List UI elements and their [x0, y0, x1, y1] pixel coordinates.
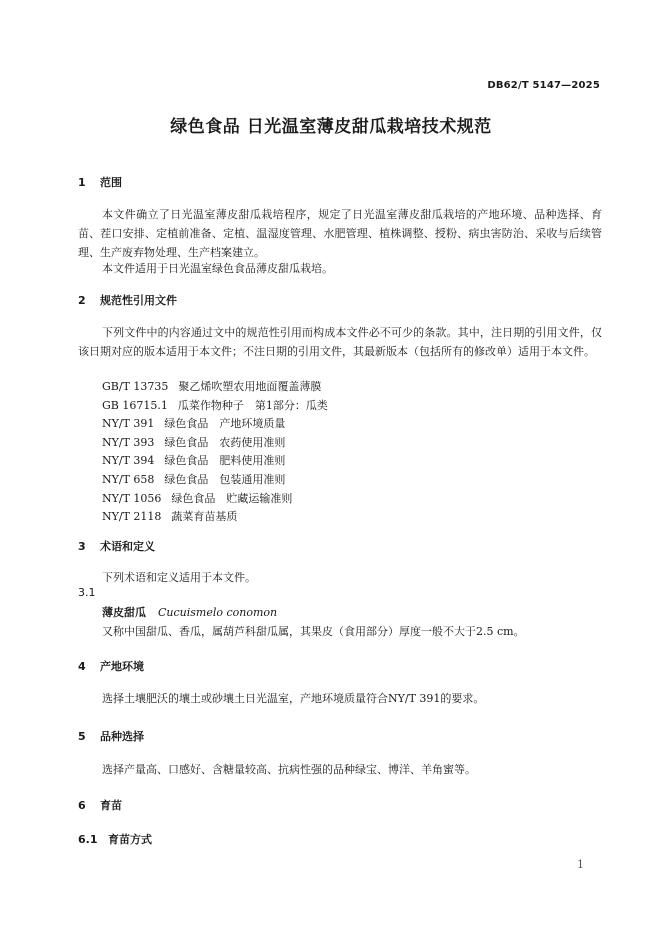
term-definition: 又称中国甜瓜、香瓜，属葫芦科甜瓜属，其果皮（食用部分）厚度一般不大于2.5 cm。 [102, 625, 525, 638]
terms-intro: 下列术语和定义适用于本文件。 [102, 571, 256, 584]
references-intro: 下列文件中的内容通过文中的规范性引用而构成本文件必不可少的条款。其中，注日期的引用文件，仅该日期对应的版本适用于本文件；不注日期的引用文件，其最新版本（包括所有的修改单）适用于本文件。 [78, 326, 602, 358]
section-number: 6 [78, 799, 86, 812]
section-number: 3 [78, 540, 86, 553]
section-heading-5 [78, 728, 144, 744]
section-heading-2 [78, 292, 177, 308]
reference-code: NY/T 391 [102, 417, 155, 431]
reference-code: GB 16715.1 [102, 398, 168, 412]
reference-item [102, 508, 328, 527]
reference-code: GB/T 13735 [102, 380, 169, 393]
section-heading-1 [78, 174, 122, 190]
term-number: 3.1 [78, 586, 96, 599]
scope-paragraph-1: 本文件确立了日光温室薄皮甜瓜栽培程序，规定了日光温室薄皮甜瓜栽培的产地环境、品种选择、育苗、茬口安排、定植前准备、定植、温湿度管理、水肥管理、植株调整、授粉、病虫害防治、采收与后续管理、生产废弃物处理、生产档案建立。 [78, 208, 602, 259]
term-latin-name: Cucuismelo conomon [158, 606, 278, 619]
reference-item [102, 471, 328, 490]
reference-code: NY/T 1056 [102, 491, 162, 505]
reference-item [102, 452, 328, 471]
section-title: 品种选择 [100, 730, 144, 743]
reference-title: 绿色食品 产地环境质量 [164, 417, 286, 431]
reference-code: NY/T 2118 [102, 510, 162, 524]
section-heading-3 [78, 538, 155, 554]
section-title: 规范性引用文件 [100, 294, 177, 307]
section-title: 育苗方式 [108, 833, 152, 846]
term-entry [102, 604, 277, 620]
section-title: 育苗 [100, 799, 122, 812]
subsection-heading-6-1 [78, 831, 152, 847]
reference-title: 蔬菜育苗基质 [171, 510, 238, 524]
reference-item [102, 415, 328, 434]
reference-title: 绿色食品 农药使用准则 [164, 435, 286, 449]
reference-title: 绿色食品 包装通用准则 [164, 472, 286, 486]
page-number: 1 [577, 858, 584, 871]
document-code: DB62/T 5147—2025 [487, 80, 600, 91]
section-heading-6 [78, 797, 122, 813]
document-title: 绿色食品 日光温室薄皮甜瓜栽培技术规范 [170, 117, 492, 137]
reference-title: 绿色食品 肥料使用准则 [164, 454, 286, 468]
variety-paragraph: 选择产量高、口感好、含糖量较高、抗病性强的品种绿宝、博洋、羊角蜜等。 [102, 763, 476, 776]
section-title: 产地环境 [100, 660, 144, 673]
section-title: 术语和定义 [100, 540, 155, 553]
reference-title: 聚乙烯吹塑农用地面覆盖薄膜 [178, 380, 322, 393]
section-number: 6.1 [78, 833, 98, 846]
section-number: 4 [78, 660, 86, 673]
reference-code: NY/T 393 [102, 435, 155, 449]
reference-item [102, 378, 328, 397]
section-number: 1 [78, 176, 86, 189]
environment-paragraph: 选择土壤肥沃的壤土或砂壤土日光温室，产地环境质量符合NY/T 391的要求。 [102, 692, 485, 705]
reference-list [102, 378, 328, 527]
reference-title: 绿色食品 贮藏运输准则 [171, 491, 293, 505]
reference-item [102, 397, 328, 416]
reference-title: 瓜菜作物种子 第1部分：瓜类 [177, 398, 328, 412]
scope-paragraph-2: 本文件适用于日光温室绿色食品薄皮甜瓜栽培。 [102, 262, 333, 275]
section-number: 2 [78, 294, 86, 307]
reference-code: NY/T 394 [102, 454, 155, 468]
reference-item [102, 490, 328, 509]
section-title: 范围 [100, 176, 122, 189]
reference-code: NY/T 658 [102, 472, 155, 486]
section-heading-4 [78, 658, 144, 674]
section-number: 5 [78, 730, 86, 743]
reference-item [102, 434, 328, 453]
term-chinese-name: 薄皮甜瓜 [102, 606, 146, 619]
